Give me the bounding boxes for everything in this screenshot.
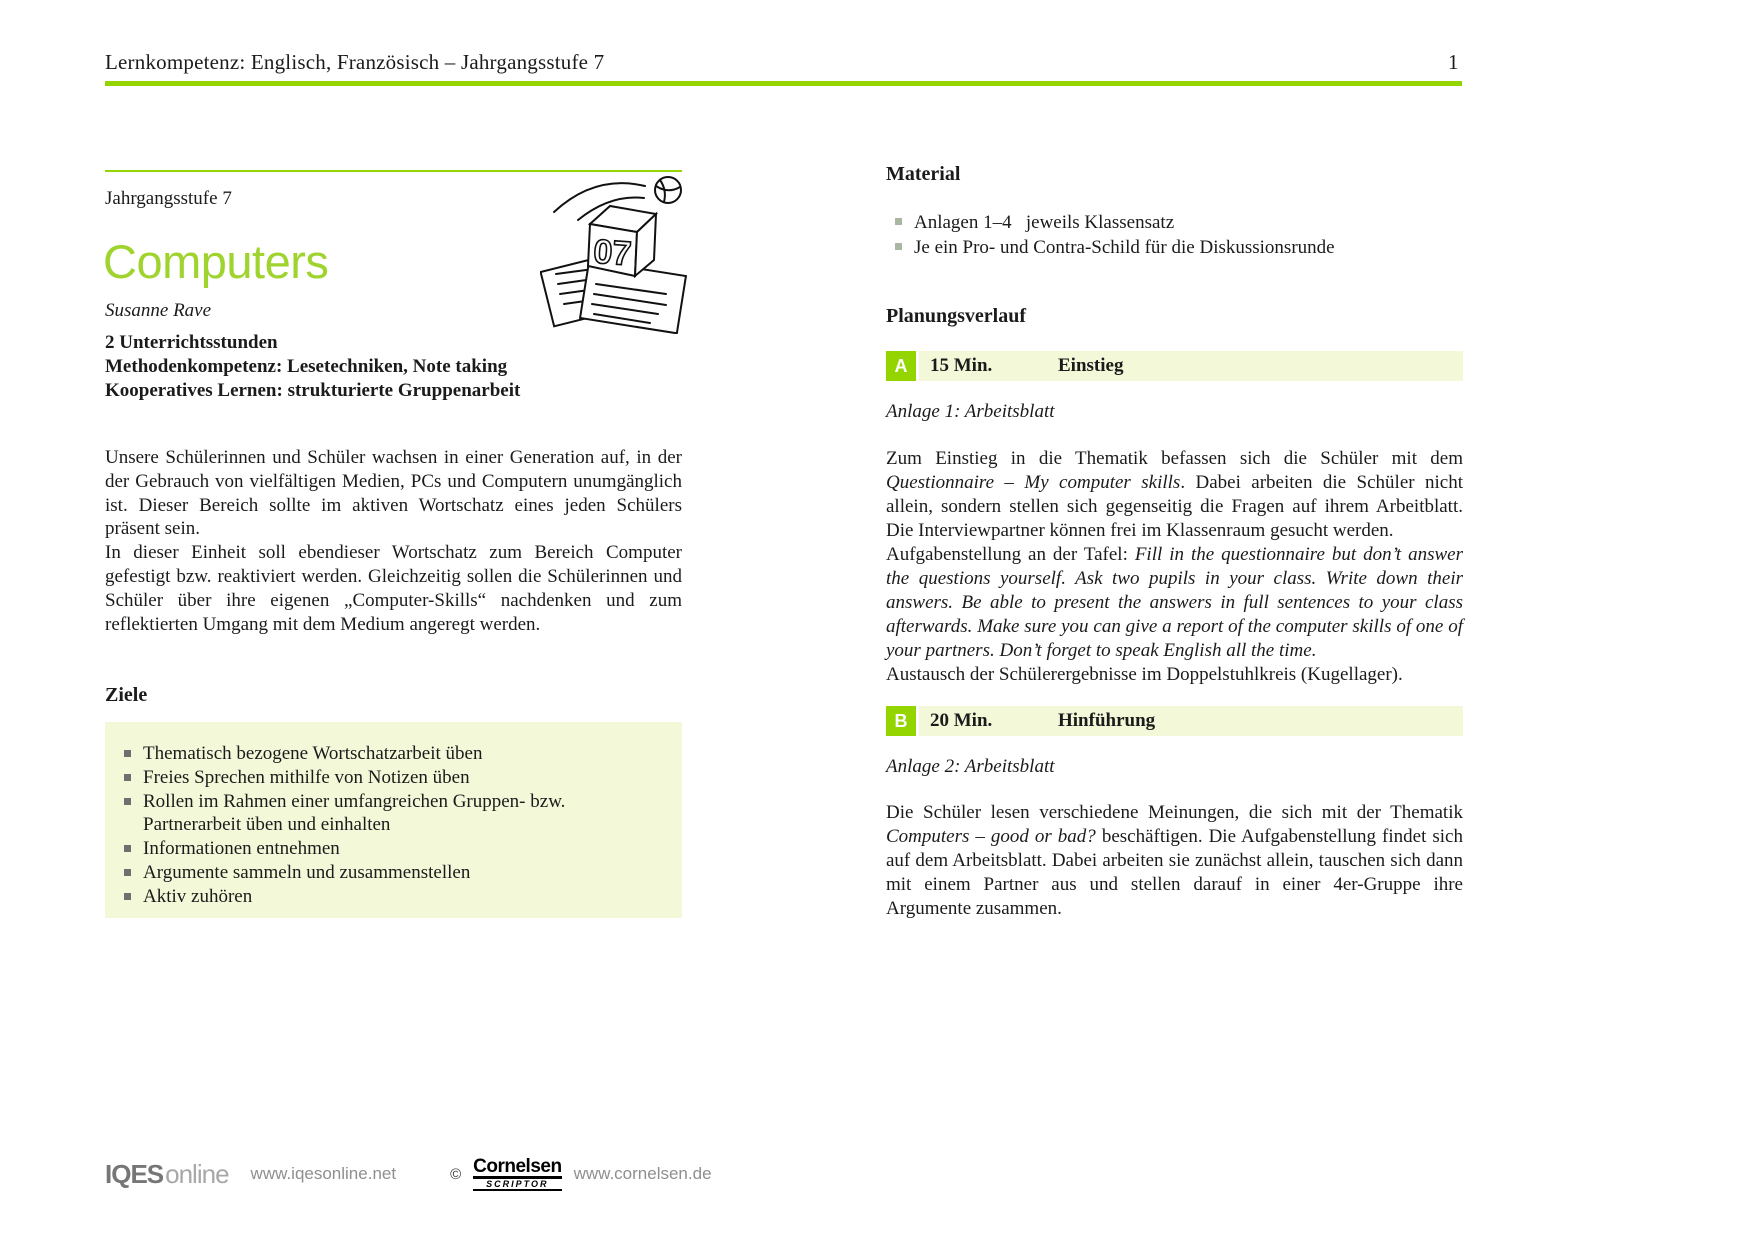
page-title: Computers [103, 235, 329, 288]
iqes-url-link[interactable]: www.iqesonline.net [250, 1164, 397, 1183]
ziele-item: Rollen im Rahmen einer umfangreichen Gruppen- bzw. Partnerarbeit üben und einhalten [115, 790, 662, 838]
section-title: Einstieg [1058, 355, 1124, 376]
cornelsen-url-link[interactable]: www.cornelsen.de [573, 1164, 712, 1183]
material-list-wrap [886, 210, 1463, 260]
material-list [886, 210, 1463, 260]
ziele-item: Thematisch bezogene Wortschatzarbeit üben [115, 742, 662, 766]
section-badge-b: B [886, 706, 919, 736]
plan-section-a-bar [886, 351, 1463, 381]
material-item: Anlagen 1–4 jeweils Klassensatz [886, 210, 1463, 235]
anlage-2-label: Anlage 2: Arbeitsblatt [886, 756, 1055, 777]
ziele-list [115, 742, 662, 909]
dice-cube [588, 206, 656, 276]
section-a-paragraph-3: Austausch der Schülerergebnisse im Doppelstuhlkreis (Kugellager). [886, 664, 1403, 685]
intro-paragraph-1: Unsere Schülerinnen und Schüler wachsen in einer Generation auf, in der der Gebrauch von vielfältigen Medien, PCs und Computern unumgänglich ist. Dieser Bereich sollte im aktiven Wortschatz eines jeden Schülers präsent sein. [105, 447, 682, 540]
ziele-item: Informationen entnehmen [115, 837, 662, 861]
section-a-paragraph-2: Aufgabenstellung an der Tafel: Fill in the questionnaire but don’t answer the questions yourself. Ask two pupils in your class. Write down their answers. Be able to present the answers in full sentences to your class afterwards. Make sure you can give a report of the computer skills of one of your partners. Don’t forget to speak English all the time. [886, 544, 1463, 661]
section-badge-a: A [886, 351, 919, 381]
footer [105, 1152, 805, 1196]
header-title: Lernkompetenz: Englisch, Französisch – Jahrgangsstufe 7 [105, 50, 605, 74]
grade-kicker: Jahrgangsstufe 7 [105, 188, 232, 209]
ziele-item: Argumente sammeln und zusammenstellen [115, 861, 662, 885]
material-item: Je ein Pro- und Contra-Schild für die Diskussionsrunde [886, 235, 1463, 260]
plan-heading: Planungsverlauf [886, 305, 1027, 327]
section-a-paragraph-1: Zum Einstieg in die Thematik befassen sich die Schüler mit dem Questionnaire – My computer skills. Dabei arbeiten die Schüler nicht allein, sondern stellen sich gegenseitig die Fragen auf ihrem Arbeitblatt. Die Interviewpartner können frei im Klassenraum gesucht werden. [886, 448, 1463, 541]
intro-text [105, 446, 682, 636]
ziele-item: Freies Sprechen mithilfe von Notizen üben [115, 766, 662, 790]
anlage-1-label: Anlage 1: Arbeitsblatt [886, 401, 1055, 422]
section-b-paragraph-1: Die Schüler lesen verschiedene Meinungen, die sich mit der Thematik Computers – good or bad? beschäftigen. Die Aufgabenstellung findet sich auf dem Arbeitsblatt. Dabei arbeiten sie zunächst allein, tauschen sich dann mit einem Partner aus und stellen darauf in einer 4er-Gruppe ihre Argumente zusammen. [886, 802, 1463, 919]
page-number: 1 [1448, 50, 1459, 74]
intro-paragraph-2: In dieser Einheit soll ebendieser Wortschatz zum Bereich Computer gefestigt bzw. reaktiviert werden. Gleichzeitig sollen die Schülerinnen und Schüler über ihre eigenen „Computer-Skills“ nachdenken und zum reflektierten Umgang mit dem Medium angeregt werden. [105, 542, 682, 635]
ziele-item: Aktiv zuhören [115, 885, 662, 909]
meta-line-cooperative: Kooperatives Lernen: strukturierte Gruppenarbeit [105, 380, 521, 401]
lesson-meta [105, 331, 520, 403]
ziele-box [105, 722, 682, 918]
section-b-text [886, 801, 1463, 921]
plan-section-b-bar [886, 706, 1463, 736]
author-name: Susanne Rave [105, 300, 212, 321]
iqes-online-logo: IQESonline [105, 1158, 229, 1189]
dice-papers-illustration [540, 172, 690, 334]
copyright-symbol: © [450, 1165, 462, 1183]
dice-number: 07 [592, 232, 633, 274]
section-title: Hinführung [1058, 710, 1156, 731]
material-heading: Material [886, 163, 961, 185]
meta-line-hours: 2 Unterrichtsstunden [105, 332, 278, 353]
ziele-heading: Ziele [105, 684, 148, 706]
section-duration: 20 Min. [930, 710, 993, 731]
cornelsen-scriptor-logo: Cornelsen SCRIPTOR [473, 1156, 562, 1189]
section-duration: 15 Min. [930, 355, 993, 376]
meta-line-methods: Methodenkompetenz: Lesetechniken, Note taking [105, 356, 508, 377]
section-a-text [886, 447, 1463, 687]
header-rule [105, 81, 1462, 86]
